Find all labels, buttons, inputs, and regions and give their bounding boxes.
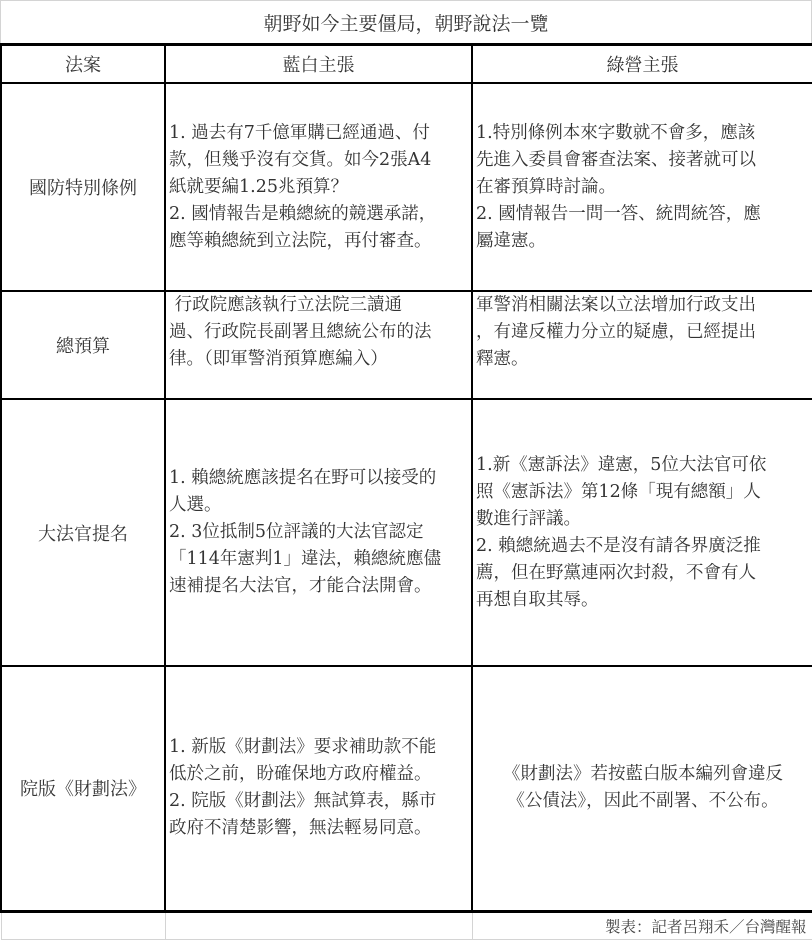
bill-name: 總預算 [1,291,165,399]
kmt-tpp-claim: 行政院應該執行立法院三讀通 過、行政院長副署且總統公布的法 律。（即軍警消預算應編入） [165,291,472,399]
table-row [1,666,812,911]
kmt-tpp-claim: 1. 新版《財劃法》要求補助款不能 低於之前，盼確保地方政府權益。 2. 院版《財劃法》無試算表，縣市 政府不清楚影響，無法輕易同意。 [165,666,472,911]
table-row [1,399,812,666]
bill-name: 國防特別條例 [1,83,165,291]
kmt-tpp-claim: 1. 賴總統應該提名在野可以接受的 人選。 2. 3位抵制5位評議的大法官認定 「114年憲判1」違法，賴總統應儘 速補提名大法官，才能合法開會。 [165,399,472,666]
table-title: 朝野如今主要僵局，朝野說法一覽 [0,0,812,44]
header-dpp: 綠營主張 [472,45,812,84]
footer-empty-1 [1,911,165,939]
bill-name: 院版《財劃法》 [1,666,165,911]
footer-row [1,911,812,939]
dpp-claim: 1.新《憲訴法》違憲，5位大法官可依 照《憲訴法》第12條「現有總額」人 數進行評議。 2. 賴總統過去不是沒有請各界廣泛推 薦，但在野黨連兩次封殺，不會有人 再想自取其辱。 [472,399,812,666]
table-row [1,83,812,291]
footer-empty-2 [165,911,472,939]
credit-text: 製表：記者呂翔禾／台灣醒報 [472,911,812,939]
header-row [1,45,812,84]
comparison-table [0,43,812,940]
header-bill: 法案 [1,45,165,84]
table-row [1,291,812,399]
bill-name: 大法官提名 [1,399,165,666]
header-kmt-tpp: 藍白主張 [165,45,472,84]
kmt-tpp-claim: 1. 過去有7千億軍購已經通過、付 款，但幾乎沒有交貨。如今2張A4 紙就要編1.25兆預算？ 2. 國情報告是賴總統的競選承諾， 應等賴總統到立法院，再付審查。 [165,83,472,291]
dpp-claim: 《財劃法》若按藍白版本編列會違反 《公債法》，因此不副署、不公布。 [472,666,812,911]
dpp-claim: 1.特別條例本來字數就不會多，應該 先進入委員會審查法案、接著就可以 在審預算時討論。 2. 國情報告一問一答、統問統答，應 屬違憲。 [472,83,812,291]
dpp-claim: 軍警消相關法案以立法增加行政支出 ，有違反權力分立的疑慮，已經提出 釋憲。 [472,291,812,399]
